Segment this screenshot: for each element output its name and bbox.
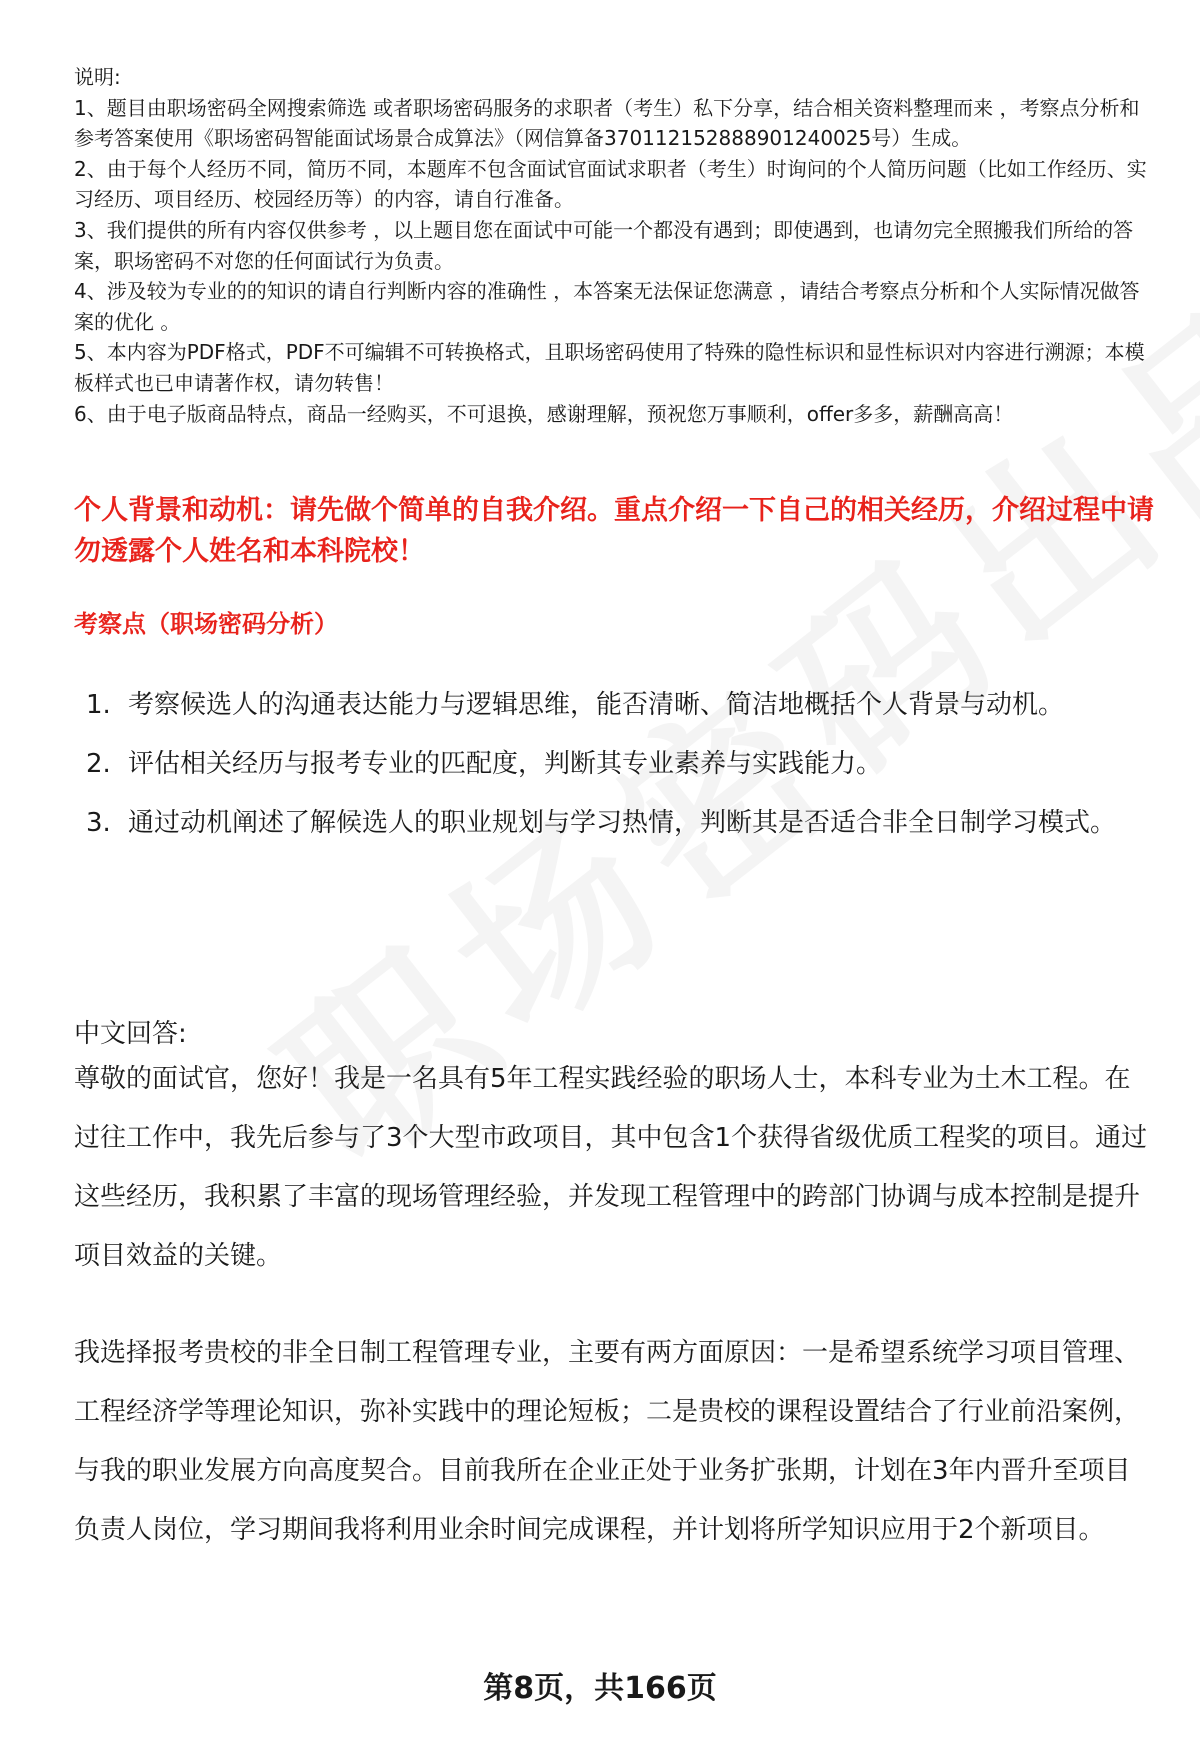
disclaimer-notes <box>74 62 1154 429</box>
point-text: 评估相关经历与报考专业的匹配度，判断其专业素养与实践能力。 <box>128 749 883 779</box>
note-item: 1、题目由职场密码全网搜索筛选 或者职场密码服务的求职者（考生）私下分享，结合相关资料整理而来 ，考察点分析和参考答案使用《职场密码智能面试场景合成算法》（网信算备370112152888901240025号）生成。 <box>74 95 1140 151</box>
note-item: 2、由于每个人经历不同，简历不同，本题库不包含面试官面试求职者（考生）时询问的个人简历问题（比如工作经历、实习经历、项目经历、校园经历等）的内容，请自行准备。 <box>74 156 1147 212</box>
note-item: 5、本内容为PDF格式，PDF不可编辑不可转换格式，且职场密码使用了特殊的隐性标识和显性标识对内容进行溯源；本模板样式也已申请著作权，请勿转售！ <box>74 340 1145 395</box>
answer-paragraph: 我选择报考贵校的非全日制工程管理专业，主要有两方面原因：一是希望系统学习项目管理、工程经济学等理论知识，弥补实践中的理论短板；二是贵校的课程设置结合了行业前沿案例，与我的职业发展方向高度契合。目前我所在企业正处于业务扩张期，计划在3年内晋升至项目负责人岗位，学习期间我将利用业余时间完成课程，并计划将所学知识应用于2个新项目。 <box>74 1338 1141 1545</box>
note-item: 3、我们提供的所有内容仅供参考 ，以上题目您在面试中可能一个都没有遇到；即使遇到，也请勿完全照搬我们所给的答案，职场密码不对您的任何面试行为负责。 <box>74 217 1134 273</box>
analysis-points <box>74 676 1154 853</box>
notes-title: 说明: <box>74 65 121 89</box>
point-number: 3. <box>86 808 111 838</box>
note-item: 6、由于电子版商品特点，商品一经购买，不可退换，感谢理解，预祝您万事顺利，offer多多，薪酬高高！ <box>74 401 1014 426</box>
analysis-point <box>74 794 1154 853</box>
point-number: 1. <box>86 690 111 720</box>
analysis-point <box>74 676 1154 735</box>
point-text: 考察候选人的沟通表达能力与逻辑思维，能否清晰、简洁地概括个人背景与动机。 <box>128 690 1065 720</box>
answer-paragraph: 尊敬的面试官，您好！我是一名具有5年工程实践经验的职场人士，本科专业为土木工程。在过往工作中，我先后参与了3个大型市政项目，其中包含1个获得省级优质工程奖的项目。通过这些经历，我积累了丰富的现场管理经验，并发现工程管理中的跨部门协调与成本控制是提升项目效益的关键。 <box>74 1064 1148 1271</box>
answer-label: 中文回答: <box>74 1019 187 1049</box>
point-number: 2. <box>86 749 111 779</box>
point-text: 通过动机阐述了解候选人的职业规划与学习热情，判断其是否适合非全日制学习模式。 <box>128 808 1117 838</box>
interview-question: 个人背景和动机：请先做个简单的自我介绍。重点介绍一下自己的相关经历，介绍过程中请勿透露个人姓名和本科院校！ <box>74 495 1154 567</box>
analysis-point <box>74 735 1154 794</box>
page-number-footer: 第8页，共166页 <box>483 1671 717 1706</box>
note-item: 4、涉及较为专业的的知识的请自行判断内容的准确性 ，本答案无法保证您满意 ，请结合考察点分析和个人实际情况做答案的优化 。 <box>74 279 1140 334</box>
analysis-title: 考察点（职场密码分析） <box>74 610 338 638</box>
